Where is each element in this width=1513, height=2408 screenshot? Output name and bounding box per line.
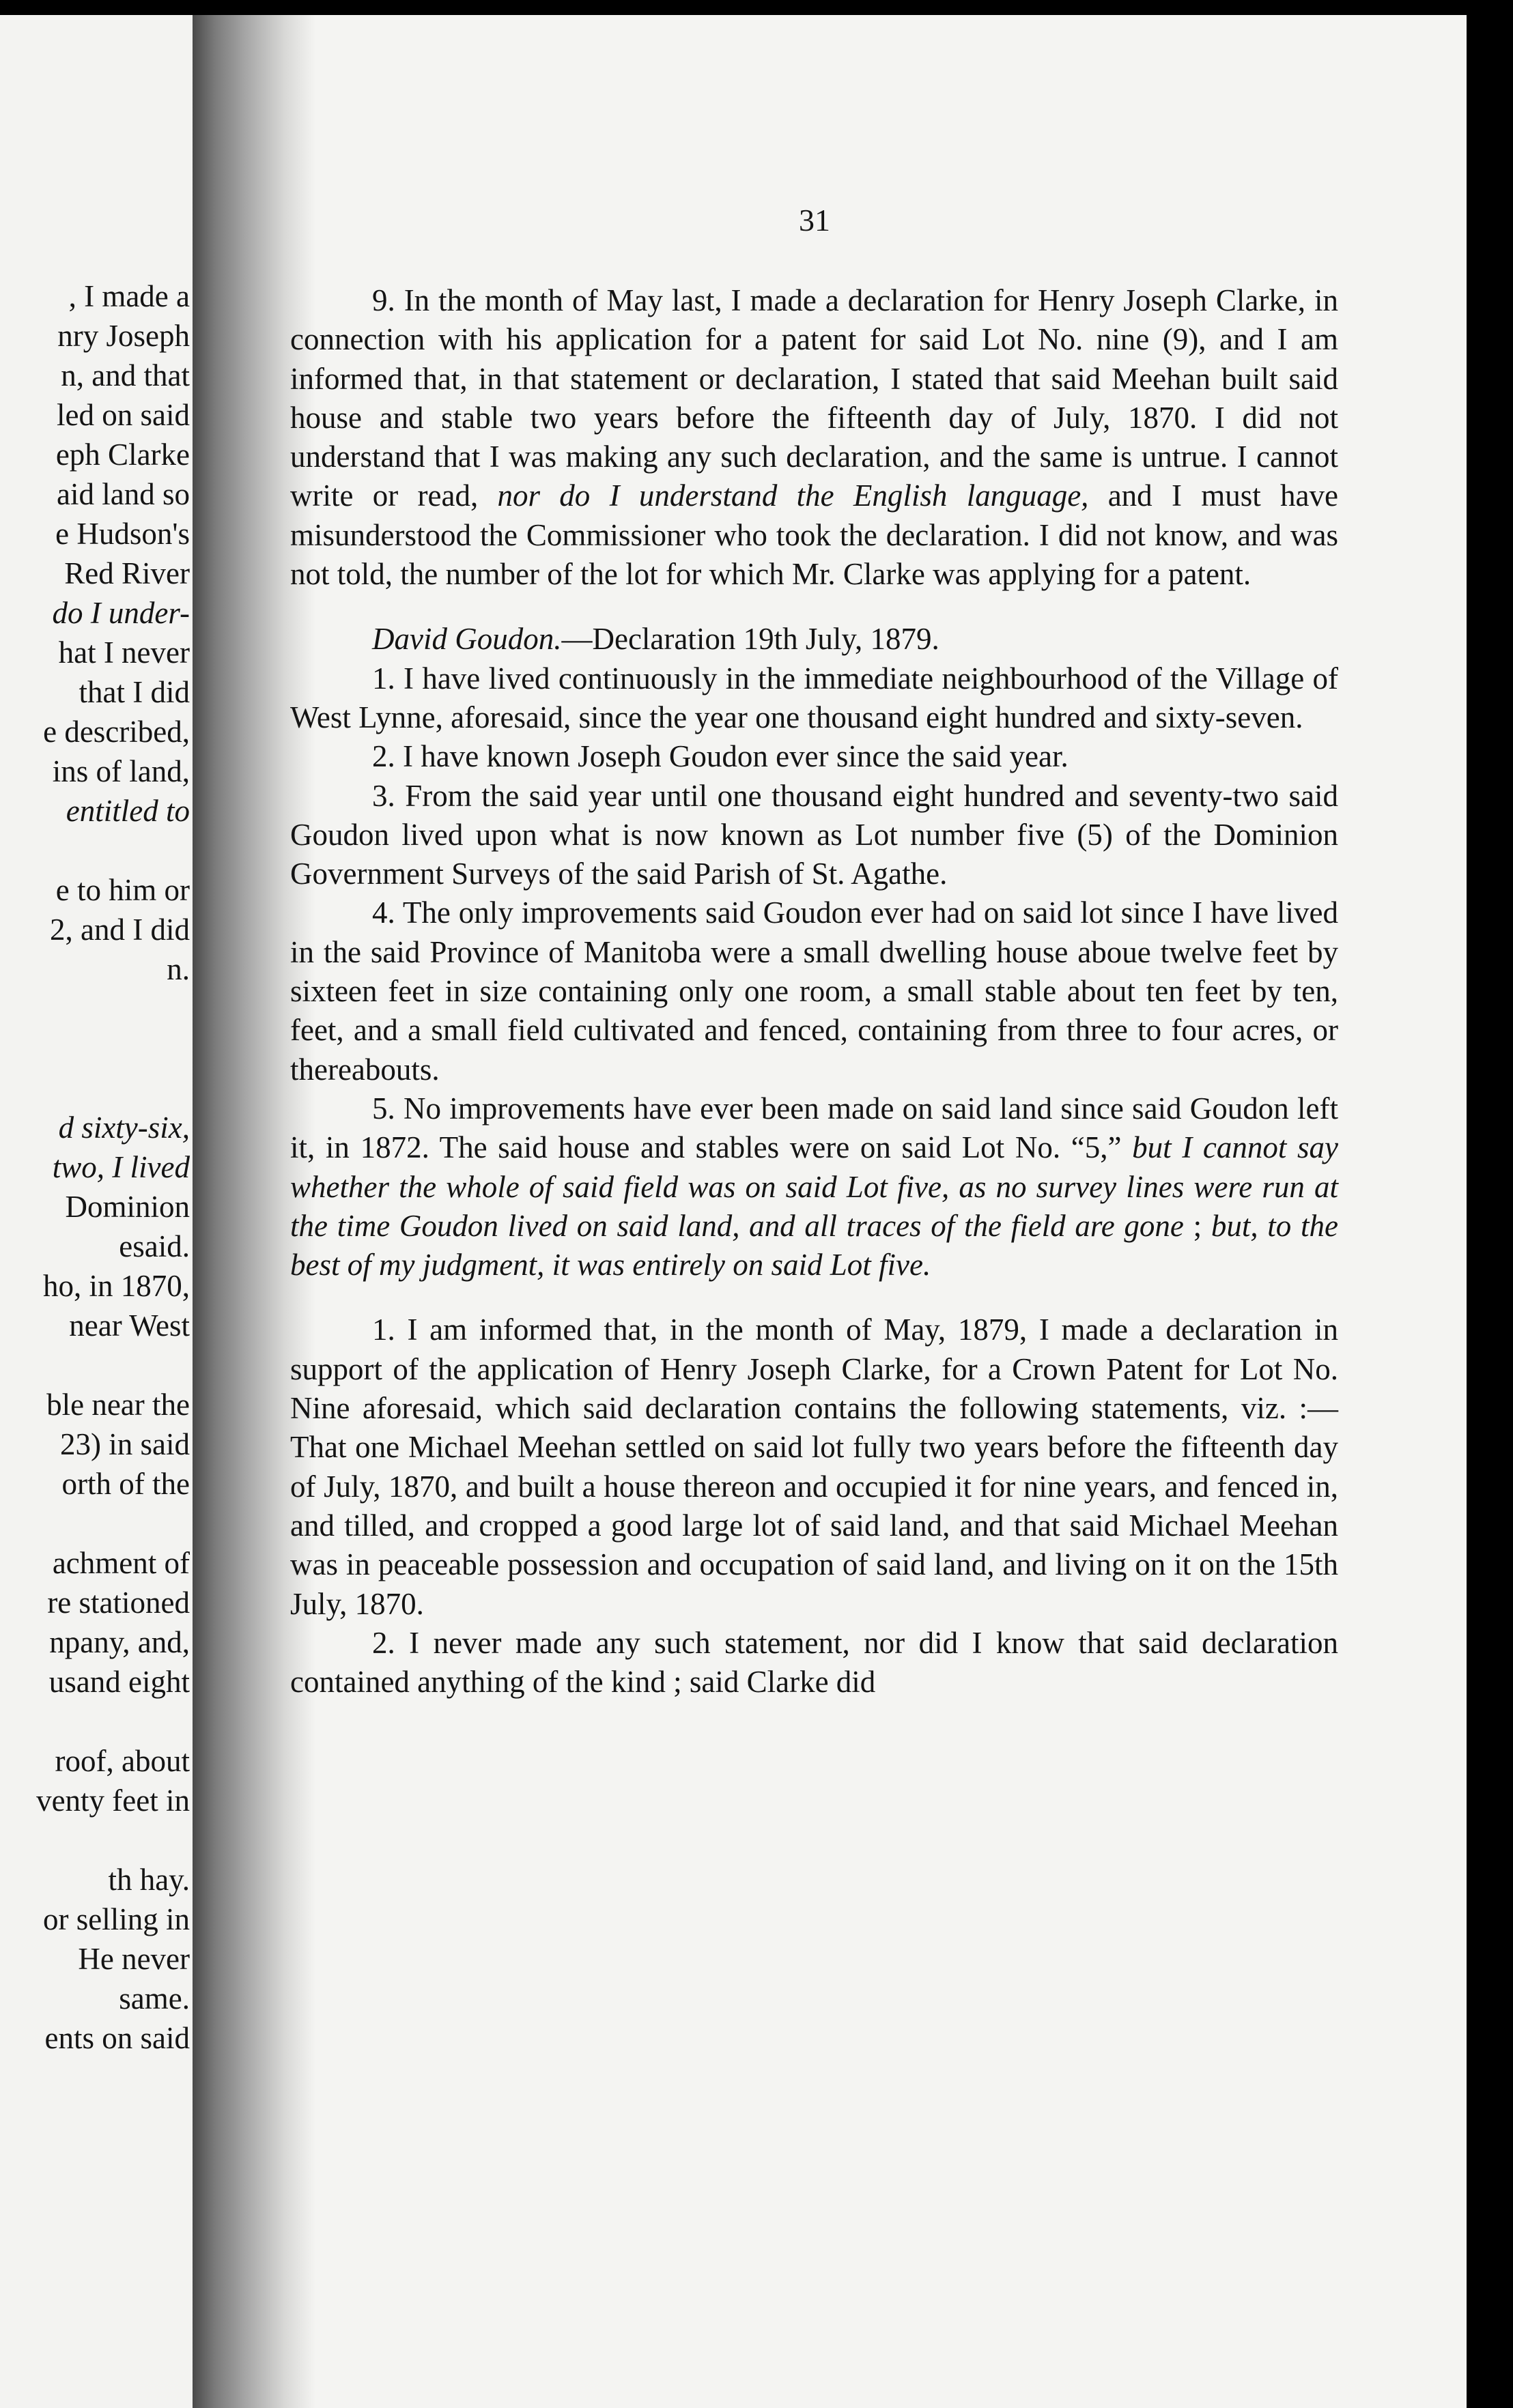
facing-page-line: entitled to [66,794,190,828]
paragraph [290,1089,1338,1285]
text-run: 3. From the said year until one thousand eight hundred and seventy-two said Goudon lived upon what is now known as Lot number five (5) of the Dominion Government Surveys of the said Parish of St. Agathe. [290,778,1338,891]
text-run: ; [1183,1208,1211,1243]
facing-page-line: 23) in said [60,1427,190,1461]
facing-page-line: hat I never [58,635,190,670]
italic-run: but I cannot say whether the whole of said field was on said Lot five, as no survey lines were run at the time Goudon lived on said land, and all traces of the field are gone [290,1130,1338,1243]
paragraph [290,777,1338,894]
text-run: —Declaration 19th July, 1879. [561,622,939,657]
facing-page-line: re stationed [47,1586,190,1620]
facing-page-line: achment of [52,1546,190,1580]
paragraph [290,659,1338,738]
facing-page-line: usand eight [48,1665,190,1699]
facing-page-line: venty feet in [36,1783,190,1818]
facing-page-line: th hay. [108,1863,190,1897]
facing-page-line: that I did [79,675,190,709]
facing-page-line: e Hudson's [55,517,190,551]
text-run: 2. I have known Joseph Goudon ever since the said year. [372,739,1069,774]
facing-page-line: Red River [64,556,190,590]
facing-page-line: aid land so [57,477,190,511]
facing-page-line: npany, and, [49,1625,190,1659]
facing-page-line: orth of the [61,1467,190,1501]
text-run: and I must have misunderstood the Commissioner who took the declaration. I did not know, and was not told, the number of the lot for which Mr. Clarke was applying for a patent. [290,478,1338,592]
scan-top-border [0,0,1513,15]
facing-page-line: or selling in [43,1902,190,1936]
document-body [290,281,1338,1702]
page-number: 31 [799,203,830,238]
facing-page-line: n. [167,952,190,986]
italic-run: but, to the best of my judgment, it was entirely on said Lot five. [290,1208,1338,1282]
paragraph [290,1624,1338,1702]
italic-run: nor do I understand the English language, [497,478,1089,513]
facing-page-line: esaid. [119,1229,190,1263]
paragraph [290,737,1338,776]
facing-page-line: e described, [43,715,190,749]
facing-page-line: e to him or [55,873,190,907]
text-run: 9. In the month of May last, I made a declaration for Henry Joseph Clarke, in connection with his application for a patent for said Lot No. nine (9), and I am informed that, in that statement or declaration, I stated that said Meehan built said house and stable two years before the fifteenth day of July, 1870. I did not understand that I was making any such declaration, and the same is untrue. I cannot write or read, [290,283,1338,513]
paragraph [290,281,1338,594]
facing-page-line: ho, in 1870, [42,1269,190,1303]
paragraph [290,620,1338,659]
facing-page-line: He never [78,1942,190,1976]
paragraph [290,893,1338,1089]
facing-page-line: same. [119,1981,190,2016]
facing-page-line: ents on said [44,2021,190,2055]
text-run: 5. No improvements have ever been made on said land since said Goudon left it, in 1872. The said house and stables were on said Lot No. “5,” [290,1091,1338,1165]
facing-page-line: ins of land, [52,754,190,788]
facing-page-line: do I under- [52,596,190,630]
facing-page-line: d sixty-six, [58,1110,190,1145]
italic-run: David Goudon. [372,622,562,657]
paragraph [290,1310,1338,1623]
facing-page-line: Dominion [65,1190,190,1224]
facing-page-line: , I made a [68,279,190,313]
facing-page-line: near West [69,1308,190,1343]
scan-right-border [1467,0,1513,2408]
facing-page-line: roof, about [55,1744,190,1778]
text-run: 1. I am informed that, in the month of May, 1879, I made a declaration in support of the application of Henry Joseph Clarke, for a Crown Patent for Lot No. Nine aforesaid, which said declaration contains the following statements, viz. :—That one Michael Meehan settled on said lot fully two years before the fifteenth day of July, 1870, and built a house thereon and occupied it for nine years, and fenced in, and tilled, and cropped a good large lot of said land, and that said Michael Meehan was in peaceable possession and occupation of said land, and living on it on the 15th July, 1870. [290,1313,1338,1621]
facing-page-line: 2, and I did [50,913,190,947]
facing-page-line: ble near the [46,1388,190,1422]
text-run: 1. I have lived continuously in the immediate neighbourhood of the Village of West Lynne, aforesaid, since the year one thousand eight hundred and sixty-seven. [290,661,1338,734]
facing-page-line: eph Clarke [55,438,190,472]
facing-page-line: led on said [57,398,190,432]
text-run: 4. The only improvements said Goudon ever had on said lot since I have lived in the said Province of Manitoba were a small dwelling house aboue twelve feet by sixteen feet in size containing only one room, a small stable about ten feet by ten, feet, and a small field cultivated and fenced, containing from three to four acres, or thereabouts. [290,895,1338,1087]
facing-page-line: two, I lived [52,1150,190,1184]
facing-page-fragment [0,15,193,2408]
facing-page-line: n, and that [61,358,190,392]
text-run: 2. I never made any such statement, nor did I know that said declaration contained anything of the kind ; said Clarke did [290,1625,1338,1700]
facing-page-line: nry Joseph [57,319,190,353]
